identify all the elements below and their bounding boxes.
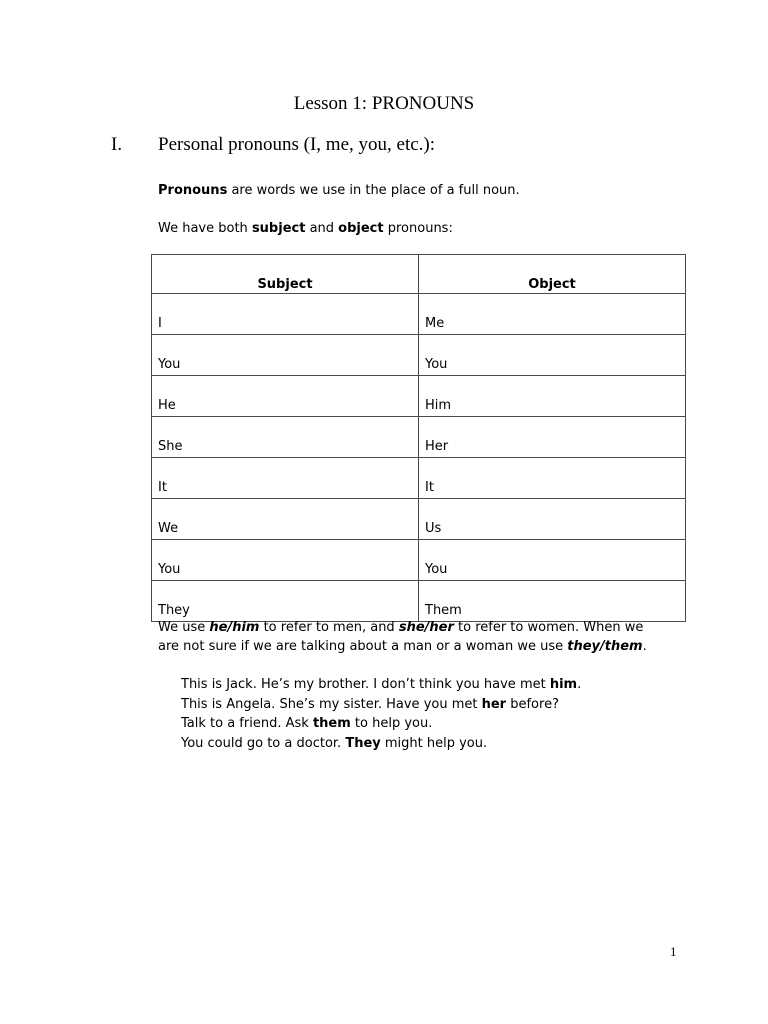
term-subject: subject xyxy=(251,221,306,236)
example-text: might help you. xyxy=(380,735,488,751)
term-object: object xyxy=(338,221,384,236)
subject-cell: It xyxy=(152,458,419,499)
table-row xyxy=(152,294,686,335)
page-number: 1 xyxy=(670,944,677,959)
table-row xyxy=(152,376,686,417)
usage-text: We use xyxy=(158,620,210,635)
subject-column-header: Subject xyxy=(152,255,419,294)
intro-text-2e: pronouns: xyxy=(383,221,453,236)
term-she-her: she/her xyxy=(398,620,454,635)
object-cell: You xyxy=(419,540,686,581)
usage-text: are not sure if we are talking about a man or a woman we use xyxy=(158,639,568,654)
lesson-title: Lesson 1: PRONOUNS xyxy=(293,93,475,114)
term-pronouns: Pronouns xyxy=(158,183,228,198)
subject-cell: We xyxy=(152,499,419,540)
term-they-them: they/them xyxy=(567,639,643,654)
pronoun-table xyxy=(151,254,686,622)
object-column-header: Object xyxy=(419,255,686,294)
example-text: before? xyxy=(506,696,559,712)
example-line xyxy=(181,695,581,715)
usage-text: to refer to women. When we xyxy=(453,620,644,635)
usage-line-1 xyxy=(158,618,643,637)
table-row xyxy=(152,417,686,458)
example-sentences xyxy=(181,675,581,753)
table-row xyxy=(152,581,686,622)
term-he-him: he/him xyxy=(209,620,260,635)
object-cell: Me xyxy=(419,294,686,335)
example-pronoun: them xyxy=(312,716,351,731)
example-text: You could go to a doctor. xyxy=(181,735,346,751)
example-pronoun: him xyxy=(549,677,578,692)
subject-cell: I xyxy=(152,294,419,335)
table-row xyxy=(152,458,686,499)
usage-text: . xyxy=(642,639,647,654)
example-pronoun: her xyxy=(481,696,507,712)
example-line xyxy=(181,734,581,754)
example-text: This is Jack. He’s my brother. I don’t think you have met xyxy=(181,677,550,692)
object-cell: Us xyxy=(419,499,686,540)
usage-line-2 xyxy=(158,637,647,656)
example-line xyxy=(181,714,581,734)
object-cell: Them xyxy=(419,581,686,622)
intro-paragraph-2 xyxy=(158,219,453,238)
subject-cell: You xyxy=(152,335,419,376)
subject-cell: You xyxy=(152,540,419,581)
example-line xyxy=(181,675,581,695)
section-number: I. xyxy=(111,134,123,155)
table-row xyxy=(152,540,686,581)
object-cell: You xyxy=(419,335,686,376)
object-cell: It xyxy=(419,458,686,499)
table-row xyxy=(152,499,686,540)
example-text: . xyxy=(577,677,582,692)
intro-text-2c: and xyxy=(305,221,339,236)
usage-text: to refer to men, and xyxy=(259,620,399,635)
example-pronoun: They xyxy=(345,735,381,751)
table-row xyxy=(152,335,686,376)
section-heading: Personal pronouns (I, me, you, etc.): xyxy=(158,134,436,155)
subject-cell: They xyxy=(152,581,419,622)
object-cell: Him xyxy=(419,376,686,417)
example-text: Talk to a friend. Ask xyxy=(181,716,313,731)
example-text: This is Angela. She’s my sister. Have you met xyxy=(181,696,482,712)
subject-cell: She xyxy=(152,417,419,458)
table-header-row xyxy=(152,255,686,294)
example-text: to help you. xyxy=(350,716,433,731)
intro-text-1: are words we use in the place of a full noun. xyxy=(227,183,520,198)
subject-cell: He xyxy=(152,376,419,417)
intro-text-2a: We have both xyxy=(158,221,252,236)
intro-paragraph-1 xyxy=(158,181,520,200)
object-cell: Her xyxy=(419,417,686,458)
